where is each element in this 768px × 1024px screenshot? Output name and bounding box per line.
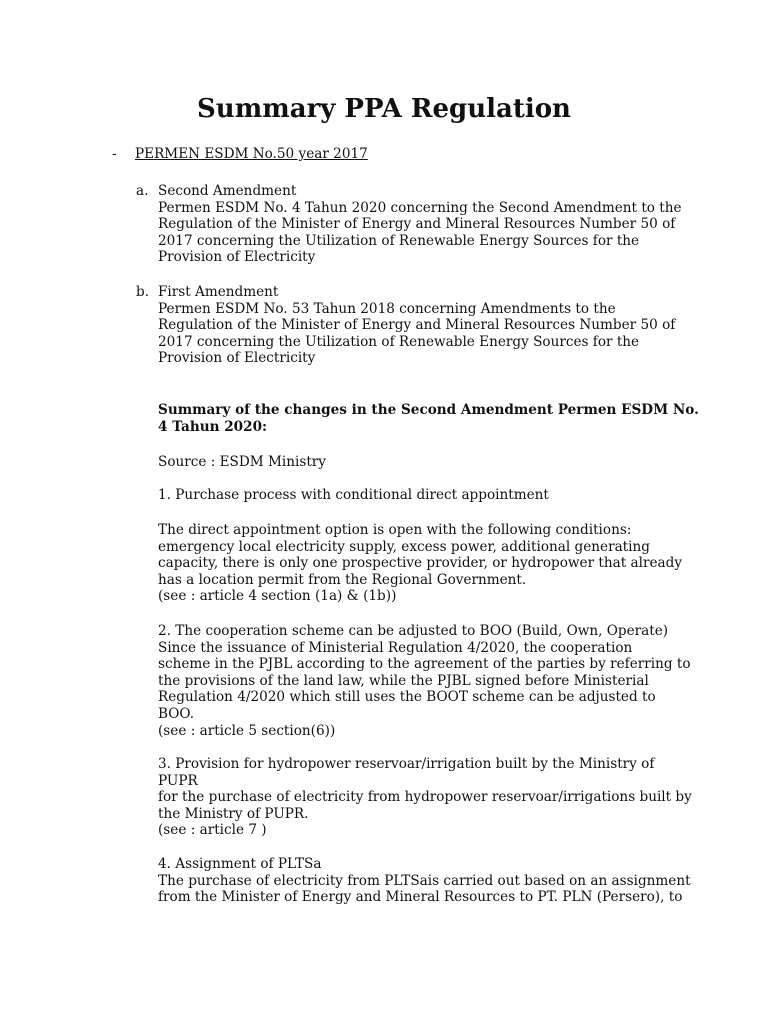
paragraph-line: (see : article 5 section(6)) xyxy=(158,722,336,739)
amendment-line: Permen ESDM No. 4 Tahun 2020 concerning the Second Amendment to the xyxy=(158,199,682,216)
paragraph-line: 4. Assignment of PLTSa xyxy=(158,856,322,872)
paragraph-line: Since the issuance of Ministerial Regulation 4/2020, the cooperation xyxy=(158,639,633,656)
paragraph-line: BOO. xyxy=(158,705,195,722)
amendment-line: Second Amendment xyxy=(158,183,297,199)
paragraph-line: from the Minister of Energy and Mineral Resources to PT. PLN (Persero), to xyxy=(158,889,683,906)
point-heading-text: 1. Purchase process with conditional direct appointment xyxy=(158,487,549,503)
paragraph-line: PUPR xyxy=(158,772,198,789)
amendment-second xyxy=(158,183,688,266)
amendment-line: Permen ESDM No. 53 Tahun 2018 concerning Amendments to the xyxy=(158,300,616,317)
amendment-line: Provision of Electricity xyxy=(158,249,316,266)
paragraph-line: The purchase of electricity from PLTSais carried out based on an assignment xyxy=(158,872,691,889)
source-line xyxy=(158,454,688,471)
document-title: Summary PPA Regulation xyxy=(197,94,571,124)
paragraph-line: The direct appointment option is open with the following conditions: xyxy=(158,522,632,538)
point-2 xyxy=(158,623,691,739)
top-bullet-item xyxy=(112,145,368,163)
point-4 xyxy=(158,856,691,906)
amendment-line: Regulation of the Minister of Energy and Mineral Resources Number 50 of xyxy=(158,317,676,334)
amendment-line: First Amendment xyxy=(158,284,279,300)
point-3 xyxy=(158,756,692,839)
paragraph-line: for the purchase of electricity from hydropower reservoar/irrigations built by xyxy=(158,789,692,806)
amendment-line: Provision of Electricity xyxy=(158,350,316,367)
paragraph-line: (see : article 7 ) xyxy=(158,822,267,839)
list-marker-a: a. xyxy=(136,183,149,199)
paragraph-line: the Ministry of PUPR. xyxy=(158,805,309,822)
paragraph-line: scheme in the PJBL according to the agreement of the parties by referring to xyxy=(158,656,691,673)
source-text: Source : ESDM Ministry xyxy=(158,454,326,470)
paragraph-line: capacity, there is only one prospective provider, or hydropower that already xyxy=(158,555,683,572)
amendment-line: 2017 concerning the Utilization of Renewable Energy Sources for the xyxy=(158,333,640,350)
summary-heading-line: Summary of the changes in the Second Amendment Permen ESDM No. xyxy=(158,402,699,418)
paragraph-line: 2. The cooperation scheme can be adjusted to BOO (Build, Own, Operate) xyxy=(158,623,669,639)
paragraph-line: 3. Provision for hydropower reservoar/irrigation built by the Ministry of xyxy=(158,756,655,772)
amendment-first xyxy=(158,284,688,367)
amendment-line: 2017 concerning the Utilization of Renewable Energy Sources for the xyxy=(158,232,640,249)
summary-heading xyxy=(158,402,699,435)
point-1-body xyxy=(158,522,688,605)
paragraph-line: (see : article 4 section (1a) & (1b)) xyxy=(158,588,397,605)
paragraph-line: has a location permit from the Regional Government. xyxy=(158,571,527,588)
paragraph-line: Regulation 4/2020 which still uses the BOOT scheme can be adjusted to xyxy=(158,689,656,706)
list-marker-b: b. xyxy=(136,284,150,300)
amendment-line: Regulation of the Minister of Energy and Mineral Resources Number 50 of xyxy=(158,216,676,233)
paragraph-line: emergency local electricity supply, excess power, additional generating xyxy=(158,538,650,555)
paragraph-line: the provisions of the land law, while the PJBL signed before Ministerial xyxy=(158,672,649,689)
summary-heading-line: 4 Tahun 2020: xyxy=(158,418,268,435)
point-1-heading xyxy=(158,487,688,504)
regulation-reference: PERMEN ESDM No.50 year 2017 xyxy=(135,146,368,162)
bullet-marker: - xyxy=(112,146,117,162)
